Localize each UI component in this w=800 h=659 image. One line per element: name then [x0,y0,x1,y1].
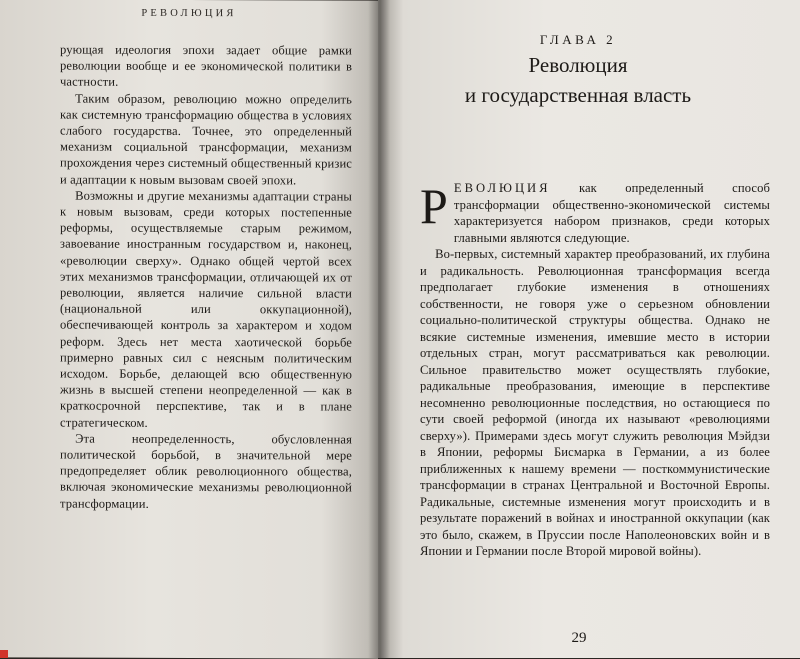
lead-word: ЕВОЛЮЦИЯ [453,181,551,195]
left-page-text [60,42,352,513]
corner-mark [0,650,8,658]
opening-paragraph [420,180,770,246]
paragraph: рующая идеология эпохи задает общие рамки революции вообще и ее экономической политики в частности. [60,42,352,90]
running-head: РЕВОЛЮЦИЯ [141,7,237,20]
drop-cap: Р [420,178,448,234]
right-page-text [420,180,770,560]
paragraph: Во-первых, системный характер преобразований, их глубина и радикальность. Революционная трансформация всегда предполагает глубокие изменения в отношениях собственности, не говоря уже о серьезном обновлении социально-политической структуры общества. Однако не всякие системные изменения, имевшие место в истории отдельных стран, могут рассматриваться как революции. Сильное правительство может осуществлять глубокие, радикальные преобразования, имеющие в перспективе несомненно революционные последствия, но остающиеся по сути своей реформой (иногда их называют «революциями сверху»). Примерами здесь могут служить революция Мэйдзи в Японии, реформы Бисмарка в Германии, а из более приближенных к нашему времени — посткоммунистические трансформации в странах Центральной и Восточной Европы. Радикальные, системные изменения могут происходить и в результате поражений в войнах и иностранной оккупации (как это было, скажем, в Пруссии после Наполеоновских войн и в Японии и Германии после Второй мировой войны). [420,247,770,558]
paragraph: Таким образом, революцию можно определить как системную трансформацию общества в условиях слабого государства. Точнее, это определенный механизм социальной трансформации, механизм прохождения через системный общественный кризис и адаптации к новым вызовам своей эпохи. [60,91,352,187]
page-number: 29 [571,630,587,646]
paragraph: Эта неопределенность, обусловленная политической борьбой, в значительной мере предопределяет облик революционного общества, включая экономические механизмы революционной трансформации. [60,431,352,511]
chapter-title-line-2: и государственная власть [464,83,692,107]
paragraph: Возможны и другие механизмы адаптации страны к новым вызовам, среди которых постепенные реформы, осуществляемые старым режимом, завоевание иностранным государством и, наконец, «революции сверху». Однако общей чертой всех этих механизмов трансформации, отличающей их от революции, является наличие сильной власти (национальной или оккупационной), обеспечивающей контроль за характером и ходом реформ. Здесь нет места хаотической борьбе примерно равных сил с неясным политическим исходом. Борьбе, делающей всю общественную жизнь в высшей степени неопределенной — как в краткосрочной перспективе, так и в плане стратегическом. [60,188,352,430]
left-page [0,0,378,659]
chapter-label: ГЛАВА 2 [539,32,617,47]
chapter-title [378,50,778,110]
chapter-title-line-1: Революция [528,53,628,77]
opening-paragraph-rest: как определенный способ трансформации общественно-экономической системы характеризуется набором признаков, среди которых главными являются следующие. [453,181,770,245]
